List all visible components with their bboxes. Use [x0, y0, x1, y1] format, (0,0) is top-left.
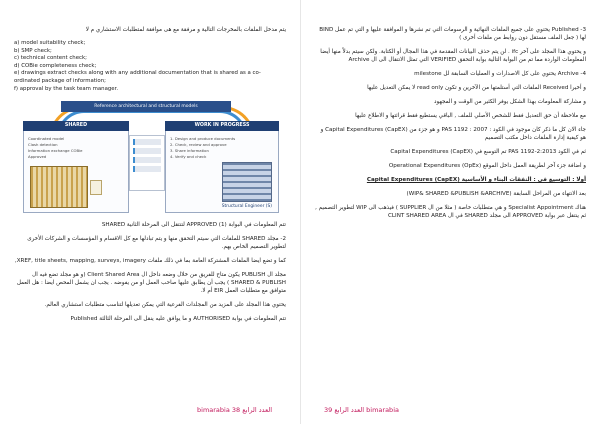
right-footer: 39 العدد الرابع bimarabia	[324, 406, 399, 414]
right-paragraph: 4- Archive يحتوي على كل الاصدارات و العمليات السابقة لل milestone	[414, 71, 586, 77]
right-page	[300, 0, 600, 424]
shared-item: Information exchange COBie	[28, 148, 83, 154]
wip-item: 3. Share information	[170, 148, 209, 154]
checks-list	[14, 40, 286, 93]
left-paragraph: كما و تضع ايضا الملفات المشتركة العامة بما في ذلك ملفات XREF, title sheets, mapping, surveys, imagery,	[14, 258, 286, 265]
left-paragraph: يحتوي هذا المجلد على المزيد من المجلدات الفرعية التي يمكن تعديلها لتناسب متطلبات استشاري العالم.	[44, 302, 286, 309]
check-item: b) SMP check;	[14, 47, 52, 54]
right-column	[314, 26, 586, 226]
right-paragraph: و أخيرا Received الملفات التي أستلمتها من الآخرين و تكون read only لا يمكن التعديل عليها	[367, 85, 586, 91]
check-item: f) approval by the task team manager.	[14, 85, 119, 92]
right-paragraph: و يحتوي هذا المجلد على آخر ifc . لن يتم حذف البيانات المقدمة في هذا المجال أو الكتابة. ولكن سيتم بدلاً منها أيضا المعلومات الواردة مما تم من البوابة التالية بوابة التحقق VERIFIED التي تمثل الانتقال الى ال Archive	[320, 49, 586, 63]
section-heading: أولا : التوسيع في : النفقات البناء و الأساسية (Capital Expenditures (CapEX	[366, 177, 586, 183]
process-panel	[129, 135, 165, 191]
process-row	[133, 139, 161, 145]
shared-item: Approved	[28, 154, 47, 160]
right-paragraph: و اضافة جزء آخر لطريقة العمل داخل الموقع (Operational Expenditures (OpEx	[388, 163, 586, 169]
process-row	[133, 148, 161, 154]
wip-title: WORK IN PROGRESS	[165, 121, 279, 131]
left-footer: bimarabia العدد الرابع 38	[197, 406, 272, 414]
structural-engineer-label: Structural Engineer (S)	[221, 204, 272, 210]
document-icon	[90, 180, 102, 195]
shared-box	[23, 121, 129, 213]
wip-item: 1. Design and produce documents	[170, 136, 236, 142]
building-model-image	[30, 166, 88, 208]
right-paragraph: ثم في الكود PAS 1192-2:2013 تم التوسع في (Capital Expenditures (CapEX	[390, 149, 586, 155]
right-paragraph: جاء الان كل ما ذكر كان موجود في الكود : PAS 1192 : 2007 و هو جزء من (Capital Expenditures (CapEX و هو كيفية إدارة الملفات داخل مكتب التصميم	[320, 127, 586, 141]
closing-paragraph: هناك Specialist Appointment و هي متطلبات خاصة ( مثلا من ال SUPPLIER ) فيذهب الى WIP لتطوير التصميم , ثم ينتقل عبر بوابة APPROVED الى مجلد SHARED في ال CLINT SHARED AREA	[315, 205, 586, 219]
check-item: e) drawings extract checks along with any additional documentation that is shared as a co-ordinated package of information;	[14, 70, 261, 84]
right-paragraph: مع ملاحظة أن حق التعديل فقط للشخص الأصلي للملف , الباقي يستطيع فقط قرائتها و الاطلاع عليها	[355, 113, 586, 119]
structural-model-image	[222, 162, 272, 202]
wip-item: 2. Check, review and approve	[170, 142, 227, 148]
left-intro: يتم مدخل الملفات بالمخرجات التالية و مرفقة مع هى موافقة لمتطلبات الاستشاري م لا	[85, 27, 286, 33]
diagram-banner: Reference architectural and structural models	[61, 101, 231, 112]
left-column	[14, 26, 286, 329]
wip-box	[165, 121, 279, 213]
check-item: c) technical content check;	[14, 55, 87, 62]
left-paragraph: مجلد ال PUBLISH يكون متاح للفريق من خلال وضعه داخل ال Client Shared Area (و هو مجلد تضع فيه ال SHARED & PUBLISH ) يجب أن يطابق عليها صاحب العمل او من يفوضه . يجب ان يشمل المحص ايضا : هل العمل متوافق مع متطلبات العمل EIR أم لا.	[16, 272, 286, 295]
shared-item: Clash detection	[28, 142, 58, 148]
check-item: d) COBie completeness check;	[14, 62, 97, 69]
closing-paragraph: بعد الانتهاء من المراحل السابقة (WIP& SHARED &PUBLISH &ARCHIVE)	[406, 191, 586, 197]
shared-title: SHARED	[23, 121, 129, 131]
right-paragraph: 3- Published يحتوي على جميع الملفات النهائية و الرسومات التي تم نشرها و الموافقة عليها و التي تم عمل BIND لها ( جعل الملف مستقل دون روابط من ملفات أخرى )	[319, 27, 586, 41]
check-item: a) model suitability check;	[14, 40, 86, 46]
right-paragraph: و مشاركة المعلومات بهذا الشكل يوفر الكثير من الوقت و المجهود	[434, 99, 586, 105]
cde-diagram	[17, 101, 283, 213]
process-row	[133, 166, 161, 172]
left-paragraph: تتم المعلومات في بوابة AUTHORISED و ما يوافق عليه ينقل الى المرحلة الثالثة Published	[70, 316, 286, 323]
left-paragraph: تتم المعلومات في البوابة (1) APPROVED لتنتقل الى المرحلة الثانية SHARED	[101, 222, 286, 229]
process-row	[133, 157, 161, 163]
wip-item: 4. Verify and check	[170, 154, 207, 160]
shared-item: Coordinated model	[28, 136, 65, 142]
left-paragraph: 2- مجلد SHARED للملفات التي سيتم التحقق منها و يتم تبادلها مع كل الاقسام و المؤسسات و الشركات الأخرى لتطوير التصميم الخاص بهم.	[27, 236, 286, 251]
